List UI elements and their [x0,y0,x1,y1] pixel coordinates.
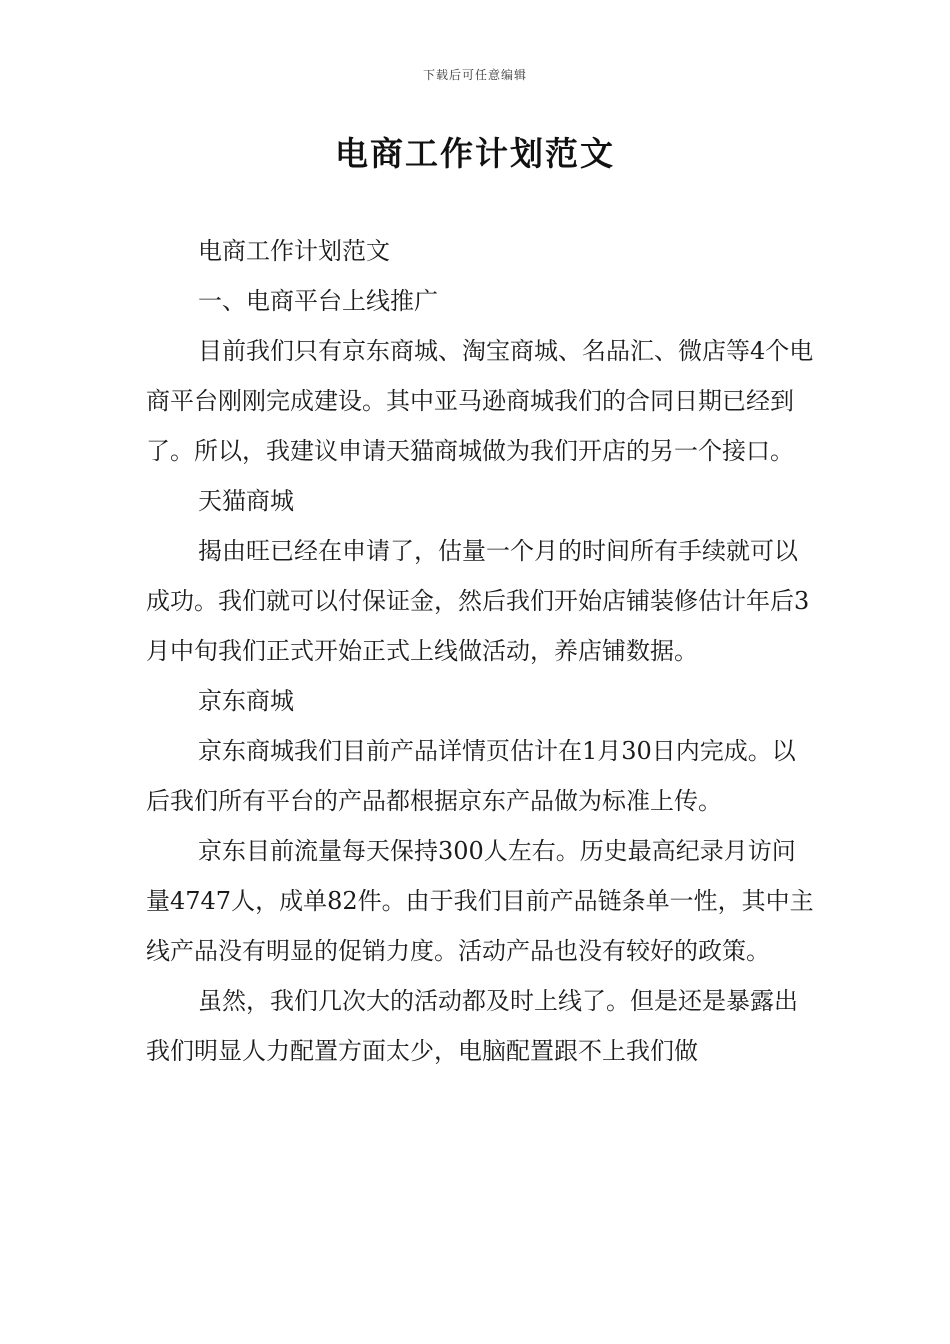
document-title: 电商工作计划范文 [335,134,615,173]
subheading-jd: 京东商城 [198,687,294,715]
paragraph: 揭由旺已经在申请了，估量一个月的时间所有手续就可以成功。我们就可以付保证金，然后我们开始店铺装修估计年后3月中旬我们正式开始正式上线做活动，养店铺数据。 [146,537,810,665]
document-body [146,226,818,1076]
paragraph: 京东商城我们目前产品详情页估计在1月30日内完成。以后我们所有平台的产品都根据京东产品做为标准上传。 [146,737,796,815]
paragraph: 目前我们只有京东商城、淘宝商城、名品汇、微店等4个电商平台刚刚完成建设。其中亚马逊商城我们的合同日期已经到了。所以，我建议申请天猫商城做为我们开店的另一个接口。 [146,337,814,465]
header-note: 下载后可任意编辑 [422,68,527,82]
paragraph-heading: 电商工作计划范文 [198,237,390,265]
subheading-tmall: 天猫商城 [198,487,294,515]
paragraph: 虽然，我们几次大的活动都及时上线了。但是还是暴露出我们明显人力配置方面太少，电脑配置跟不上我们做 [146,987,798,1065]
section-heading-platform: 一、电商平台上线推广 [198,287,438,315]
paragraph: 京东目前流量每天保持300人左右。历史最高纪录月访问量4747人，成单82件。由于我们目前产品链条单一性，其中主线产品没有明显的促销力度。活动产品也没有较好的政策。 [146,837,814,965]
